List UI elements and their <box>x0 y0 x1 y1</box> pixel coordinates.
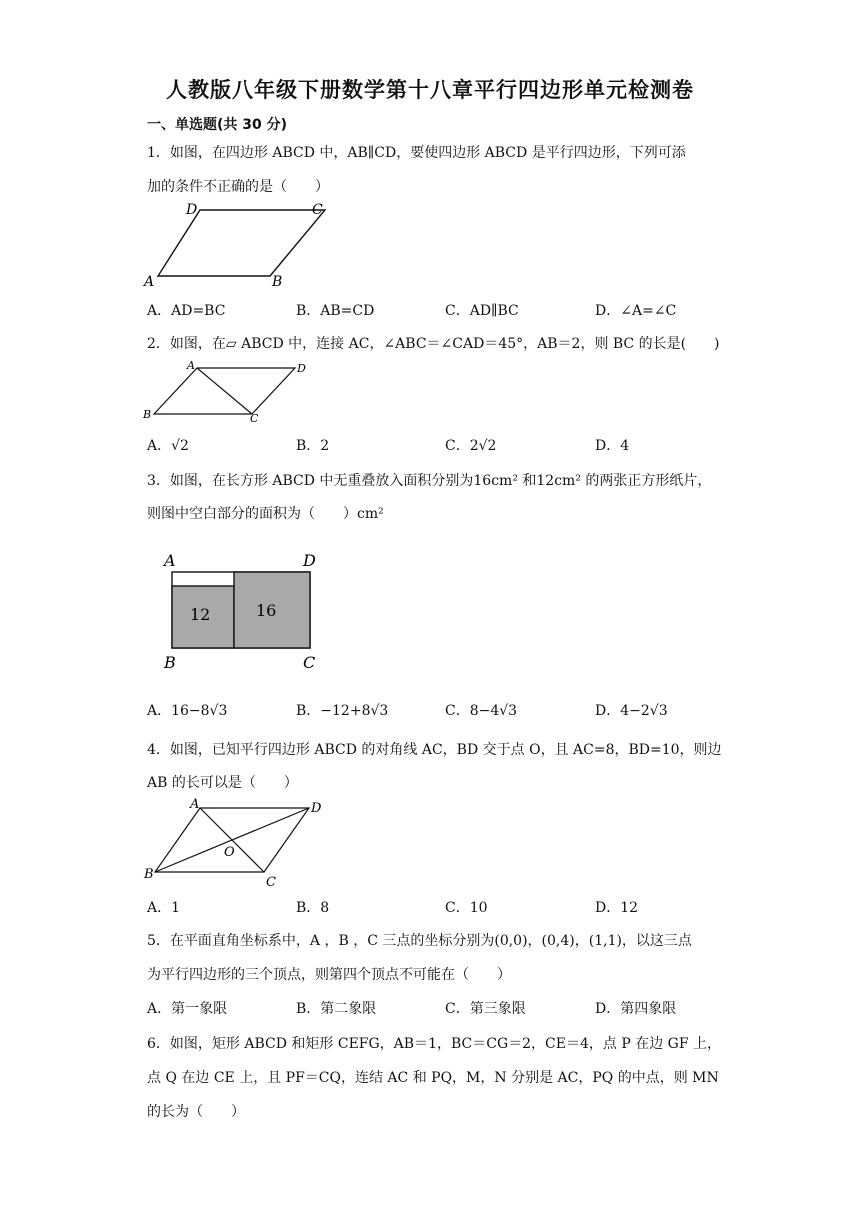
q1-stem-line1: 1．如图，在四边形 ABCD 中，AB∥CD，要使四边形 ABCD 是平行四边形，下列可添 <box>147 145 686 161</box>
q4-option-d: D．12 <box>595 900 639 916</box>
q2-label-b: B <box>143 408 152 421</box>
q3-option-c: C．8−4√3 <box>445 703 518 719</box>
q1-label-a: A <box>144 274 155 290</box>
q1-parallelogram-figure <box>140 200 340 292</box>
q5-option-b: B．第二象限 <box>296 1001 377 1017</box>
q2-option-c: C．2√2 <box>445 438 497 454</box>
q3-label-d: D <box>303 551 316 570</box>
q5-option-c: C．第三象限 <box>445 1001 526 1017</box>
q2-option-b: B．2 <box>296 438 330 454</box>
q5-stem-line2: 为平行四边形的三个顶点，则第四个顶点不可能在（ ） <box>147 967 511 983</box>
q4-label-o: O <box>224 845 235 860</box>
q2-option-a: A．√2 <box>147 438 189 454</box>
q5-option-a: A．第一象限 <box>147 1001 228 1017</box>
q4-label-c: C <box>266 875 276 888</box>
q1-label-d: D <box>186 202 198 218</box>
page-title: 人教版八年级下册数学第十八章平行四边形单元检测卷 <box>166 78 694 102</box>
q3-option-a: A．16−8√3 <box>147 703 228 719</box>
q2-option-d: D．4 <box>595 438 630 454</box>
q4-label-d: D <box>311 801 322 816</box>
q3-option-d: D．4−2√3 <box>595 703 668 719</box>
q2-parallelogram-figure <box>140 358 320 424</box>
q3-label-12: 12 <box>190 605 211 624</box>
q6-stem-line2: 点 Q 在边 CE 上，且 PF＝CQ，连结 AC 和 PQ，M，N 分别是 AC，PQ 的中点，则 MN <box>147 1070 719 1086</box>
q2-label-a: A <box>187 359 195 372</box>
q1-option-a: A．AD=BC <box>147 303 226 319</box>
q1-option-b: B．AB=CD <box>296 303 375 319</box>
q6-stem-line1: 6．如图，矩形 ABCD 和矩形 CEFG，AB＝1，BC＝CG＝2，CE＝4，点 P 在边 GF 上， <box>147 1036 722 1052</box>
q5-stem-line1: 5．在平面直角坐标系中，A ，B ，C 三点的坐标分别为(0,0)，(0,4)，(1,1)，以这三点 <box>147 933 692 949</box>
q4-option-c: C．10 <box>445 900 488 916</box>
q4-label-a: A <box>190 797 200 812</box>
q3-label-b: B <box>164 653 176 672</box>
q1-stem-line2: 加的条件不正确的是（ ） <box>147 179 329 195</box>
q1-option-c: C．AD∥BC <box>445 303 519 319</box>
q4-option-b: B．8 <box>296 900 330 916</box>
q2-label-d: D <box>297 362 306 375</box>
q3-stem-line2: 则图中空白部分的面积为（ ）cm² <box>147 506 384 522</box>
q5-option-d: D．第四象限 <box>595 1001 677 1017</box>
q4-label-b: B <box>144 867 154 882</box>
q1-parallelogram <box>158 210 325 276</box>
q6-stem-line3: 的长为（ ） <box>147 1104 245 1120</box>
q3-label-c: C <box>303 653 316 672</box>
q4-stem-line1: 4．如图，已知平行四边形 ABCD 的对角线 AC，BD 交于点 O，且 AC=8，BD=10，则边 <box>147 742 722 758</box>
q1-label-c: C <box>312 202 323 218</box>
q1-option-d: D．∠A=∠C <box>595 303 677 319</box>
q2-label-c: C <box>250 412 259 424</box>
q4-stem-line2: AB 的长可以是（ ） <box>147 775 298 791</box>
q3-stem-line1: 3．如图，在长方形 ABCD 中无重叠放入面积分别为16cm² 和12cm² 的两张正方形纸片， <box>147 473 712 489</box>
q3-rectangle-figure <box>155 548 335 676</box>
q3-label-a: A <box>164 551 176 570</box>
q4-parallelogram-figure <box>140 796 340 888</box>
q2-stem-line1: 2．如图，在▱ ABCD 中，连接 AC，∠ABC＝∠CAD＝45°，AB＝2，则 BC 的长是( ) <box>147 336 720 352</box>
section-heading: 一、单选题(共 30 分) <box>147 117 288 133</box>
q2-diagonal-ac <box>197 368 252 414</box>
q4-option-a: A．1 <box>147 900 181 916</box>
q3-label-16: 16 <box>256 601 277 620</box>
q1-label-b: B <box>272 274 283 290</box>
q3-option-b: B．−12+8√3 <box>296 703 389 719</box>
